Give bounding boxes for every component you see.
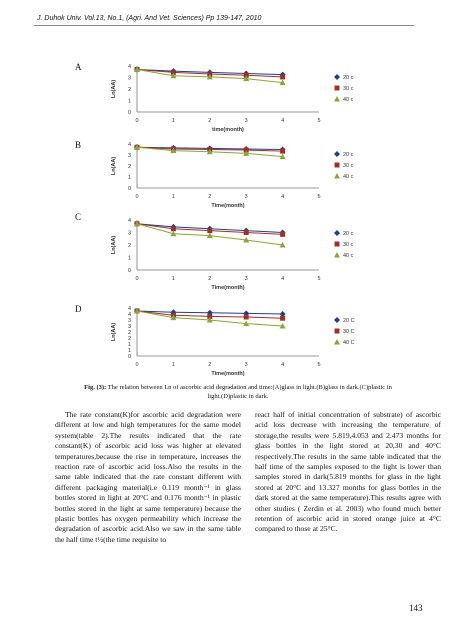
x-axis-label: Time(month) — [211, 203, 245, 209]
legend-label: 40 c — [343, 174, 354, 180]
legend-marker — [334, 339, 340, 345]
x-tick-label: 5 — [317, 276, 321, 282]
data-point — [207, 228, 212, 233]
page-number: 143 — [409, 603, 423, 613]
legend-label: 40 c — [343, 253, 354, 259]
legend-marker — [334, 74, 340, 80]
y-tick-label: 1 — [127, 348, 131, 354]
x-tick-label: 2 — [208, 118, 212, 124]
y-tick-label: 1 — [127, 175, 131, 181]
x-tick-label: 5 — [317, 194, 321, 200]
x-tick-label: 3 — [244, 362, 248, 368]
legend-label: 30 c — [343, 242, 354, 248]
data-point — [280, 316, 285, 321]
y-tick-label: 3 — [127, 324, 131, 330]
legend-marker — [334, 173, 340, 179]
x-tick-label: 1 — [171, 118, 175, 124]
x-axis-label: Time(month) — [211, 371, 245, 377]
legend-label: 40 C — [343, 340, 355, 346]
chart-panel-d — [105, 298, 385, 382]
data-point — [280, 74, 285, 79]
y-tick-label: 2 — [127, 243, 131, 249]
x-tick-label: 4 — [281, 362, 285, 368]
x-tick-label: 1 — [171, 362, 175, 368]
y-tick-label: 1 — [127, 255, 131, 262]
legend-label: 20 C — [343, 318, 355, 324]
y-tick-label: 2 — [127, 330, 131, 336]
header-rule — [34, 25, 414, 26]
caption-text: The relation between Ln of ascorbic acid degradation and time:(A)glass in light.(B)glass in dark.(C)plastic in light.(D)plastic in dark. — [106, 384, 392, 400]
legend-label: 20 c — [343, 231, 354, 237]
legend-label: 30 C — [343, 329, 355, 335]
x-tick-label: 0 — [135, 276, 139, 282]
y-tick-label: 4 — [127, 142, 131, 148]
y-tick-label: 0 — [127, 110, 131, 116]
x-tick-label: 0 — [135, 194, 139, 200]
x-tick-label: 4 — [281, 118, 285, 124]
x-axis-label: time(month) — [212, 127, 244, 133]
legend-marker — [335, 163, 340, 168]
x-tick-label: 3 — [244, 194, 248, 200]
running-header: J. Duhok Univ. Vol.13, No.1, (Agri. And Vet. Sciences) Pp 139-147, 2010 — [37, 15, 262, 22]
chart-panel-a — [105, 56, 385, 138]
x-tick-label: 0 — [135, 118, 139, 124]
x-tick-label: 1 — [171, 276, 175, 282]
y-tick-label: 0 — [127, 268, 131, 274]
y-tick-label: 2 — [127, 336, 131, 342]
x-tick-label: 5 — [317, 118, 321, 124]
x-tick-label: 0 — [135, 362, 139, 368]
y-tick-label: 4 — [127, 312, 131, 318]
y-tick-label: 4 — [127, 306, 131, 312]
panel-label-b: B — [75, 140, 82, 150]
y-axis-label: Ln(AA) — [111, 322, 117, 342]
panel-label-d: D — [75, 304, 82, 314]
data-point — [244, 315, 249, 320]
body-column-right — [255, 410, 441, 535]
x-tick-label: 2 — [208, 362, 212, 368]
legend-marker — [335, 86, 340, 91]
y-tick-label: 1 — [127, 98, 131, 105]
y-tick-label: 4 — [127, 218, 131, 224]
y-axis-label: Ln(AA) — [111, 79, 117, 99]
legend-marker — [335, 242, 340, 247]
legend-marker — [334, 96, 340, 102]
x-axis-label: Time(month) — [211, 285, 245, 291]
legend-label: 20 c — [343, 152, 354, 158]
y-tick-label: 3 — [127, 230, 131, 237]
y-tick-label: 2 — [127, 164, 131, 170]
y-tick-label: 0 — [127, 186, 131, 192]
data-point — [244, 230, 249, 235]
x-tick-label: 4 — [281, 276, 285, 282]
legend-marker — [334, 230, 340, 236]
x-tick-label: 5 — [317, 362, 321, 368]
data-point — [171, 226, 176, 231]
legend-marker — [335, 329, 340, 334]
y-axis-label: Ln(AA) — [111, 235, 117, 255]
legend-marker — [334, 151, 340, 157]
body-paragraph-left: The rate constant(K)for ascorbic acid degradation were different at low and high temperatures for the same model system(table 2).The results indicated that the rate constant(K) of ascorbic acid loss was higher at elevated temperatures,because the rise in temperature, increases the reaction rate of ascorbic acid loss.Also the results in the same table indicated that the rate constant different with different packaging material(i.e 0.119 month⁻¹ in glass bottles stored in light at 20°C and 0.176 month⁻¹ in plastic bottles stored in the light at same temperature) because the plastic bottles has oxygen permeability which increase the degradation of ascorbic acid.Also we saw in the same table the half time t½(the time requisite to — [55, 410, 241, 544]
x-tick-label: 3 — [244, 118, 248, 124]
x-tick-label: 1 — [171, 194, 175, 200]
y-tick-label: 1 — [127, 342, 131, 348]
legend-marker — [334, 317, 340, 323]
y-tick-label: 0 — [127, 354, 131, 360]
panel-label-a: A — [75, 62, 82, 72]
y-tick-label: 3 — [127, 75, 131, 82]
chart-panel-b — [105, 134, 385, 214]
legend-marker — [334, 252, 340, 258]
x-tick-label: 4 — [281, 194, 285, 200]
x-tick-label: 3 — [244, 276, 248, 282]
y-tick-label: 3 — [127, 318, 131, 324]
y-axis-label: Ln(AA) — [111, 156, 117, 176]
panel-label-c: C — [75, 212, 82, 222]
x-tick-label: 2 — [208, 194, 212, 200]
y-tick-label: 4 — [127, 64, 131, 70]
chart-panel-c — [105, 210, 385, 296]
legend-label: 40 c — [343, 97, 354, 103]
body-column-left — [55, 410, 241, 545]
y-tick-label: 2 — [127, 87, 131, 93]
legend-label: 30 c — [343, 163, 354, 169]
data-point — [280, 232, 285, 237]
body-paragraph-right: react half of initial concentration of substrate) of ascorbic acid loss decrease with increasing the temperature of storage,the results were 5.819,4.053 and 2.473 months for glass bottles in the light stored at 20,30 and 40°C respectively.The results in the same table indicated that the half time of the samples exposed to the light is lower than samples stored in dark(5.819 months for glass in the light stored at 20°C and 13.327 months for glass bottles in the dark stored at the same temperature).This results agree with other studies ( Zerdin et al. 2003) who found much better retention of ascorbic acid in stored orange juice at 4°C compared to those at 25°C. — [255, 410, 441, 534]
legend-label: 30 c — [343, 86, 354, 92]
data-point — [280, 149, 285, 154]
figure-caption — [83, 383, 393, 401]
caption-lead: Fig. (3): — [84, 384, 107, 391]
legend-label: 20 c — [343, 75, 354, 81]
y-tick-label: 3 — [127, 153, 131, 159]
x-tick-label: 2 — [208, 276, 212, 282]
